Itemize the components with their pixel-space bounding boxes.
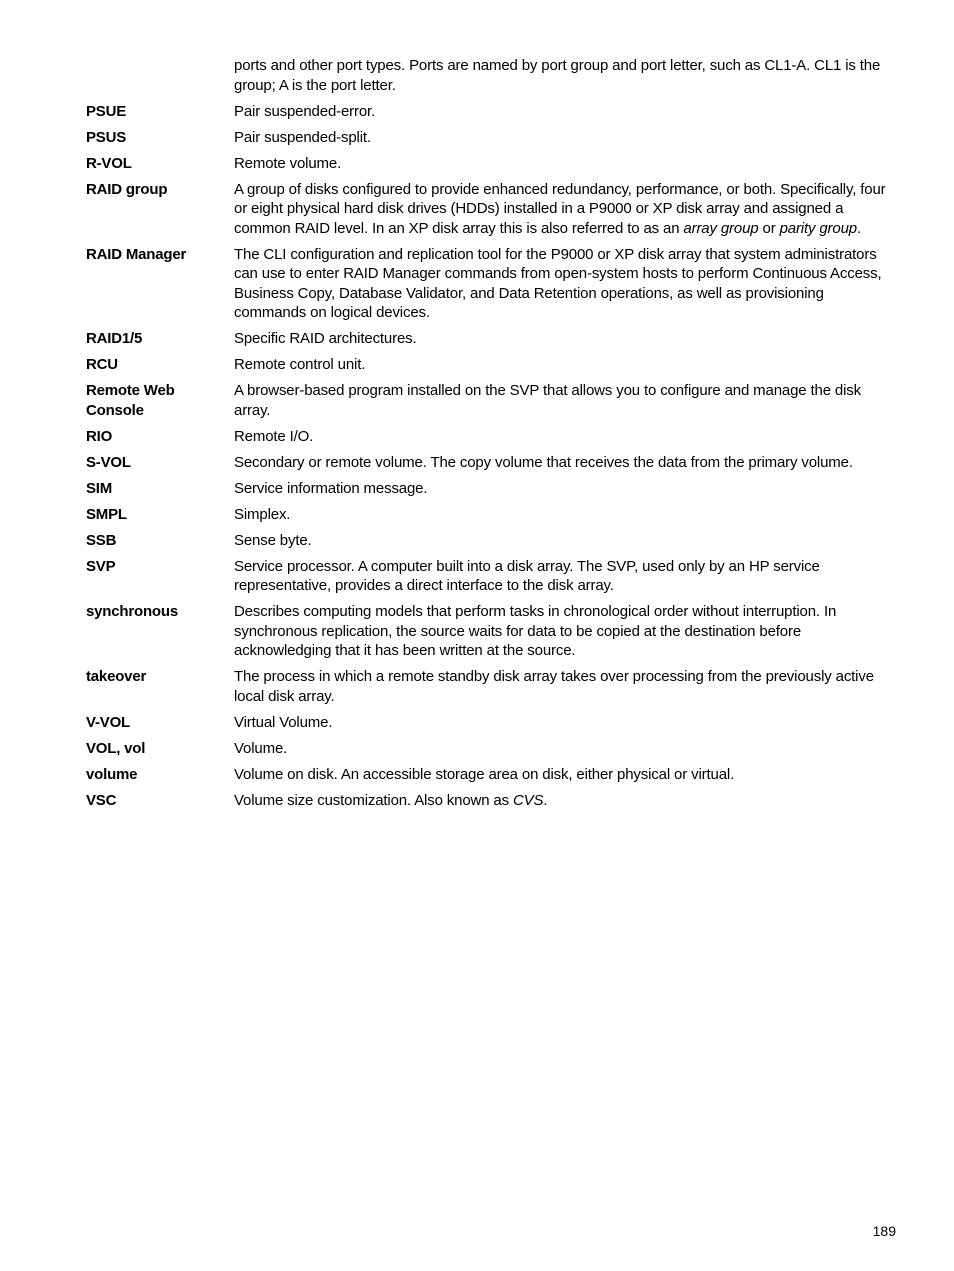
glossary-term: RAID group bbox=[86, 180, 168, 198]
definition-text: Volume size customization. Also known as bbox=[234, 791, 513, 809]
glossary-term: SVP bbox=[86, 557, 116, 575]
glossary-term: Remote Web Console bbox=[86, 382, 175, 419]
glossary-continuation bbox=[86, 56, 898, 95]
definition-text: or bbox=[758, 219, 780, 237]
glossary-entry bbox=[86, 427, 898, 447]
definition-text: Volume. bbox=[234, 739, 288, 757]
glossary-entry bbox=[86, 329, 898, 349]
glossary-term: S-VOL bbox=[86, 453, 131, 471]
definition-text: The CLI configuration and replication tool for the P9000 or XP disk array that system administrators can use to enter RAID Manager commands from open-system hosts to perform Continuous Access, Business Copy, Database Validator, and Data Retention operations, as well as provisioning commands on logical devices. bbox=[234, 245, 882, 321]
glossary-entry bbox=[86, 667, 898, 706]
glossary-entry bbox=[86, 180, 898, 239]
definition-text: Sense byte. bbox=[234, 531, 312, 549]
glossary-definition bbox=[234, 791, 898, 811]
definition-text: Simplex. bbox=[234, 505, 291, 523]
glossary-definition bbox=[234, 154, 898, 174]
glossary-term: RAID Manager bbox=[86, 245, 187, 263]
glossary-entry bbox=[86, 245, 898, 323]
definition-italic-text: array group bbox=[683, 219, 759, 237]
glossary-entry bbox=[86, 102, 898, 122]
glossary-entry bbox=[86, 713, 898, 733]
glossary-definition bbox=[234, 355, 898, 375]
glossary-term: SIM bbox=[86, 479, 113, 497]
glossary-term: SSB bbox=[86, 531, 117, 549]
definition-text: Service processor. A computer built into a disk array. The SVP, used only by an HP service representative, provides a direct interface to the disk array. bbox=[234, 557, 820, 594]
definition-text: Specific RAID architectures. bbox=[234, 330, 417, 347]
glossary-term: RCU bbox=[86, 356, 118, 373]
definition-text: . bbox=[543, 791, 548, 809]
glossary-definition bbox=[234, 245, 898, 323]
definition-text: Volume on disk. An accessible storage area on disk, either physical or virtual. bbox=[234, 765, 735, 783]
glossary-definition bbox=[234, 128, 898, 148]
definition-italic-text: CVS bbox=[513, 791, 544, 809]
glossary-list bbox=[86, 56, 898, 817]
glossary-definition bbox=[234, 381, 898, 420]
glossary-term: volume bbox=[86, 765, 138, 783]
definition-text: Pair suspended-error. bbox=[234, 102, 376, 120]
definition-text: A browser-based program installed on the SVP that allows you to configure and manage the disk array. bbox=[234, 382, 861, 419]
glossary-term: PSUS bbox=[86, 128, 127, 146]
glossary-term: R-VOL bbox=[86, 154, 132, 172]
glossary-definition bbox=[234, 102, 898, 122]
glossary-entry bbox=[86, 557, 898, 596]
glossary-entry bbox=[86, 355, 898, 375]
glossary-definition bbox=[234, 180, 898, 239]
glossary-entry bbox=[86, 765, 898, 785]
definition-text: Secondary or remote volume. The copy volume that receives the data from the primary volume. bbox=[234, 453, 853, 471]
glossary-entry bbox=[86, 453, 898, 473]
glossary-entries bbox=[86, 102, 898, 811]
glossary-definition bbox=[234, 739, 898, 759]
definition-text: Remote control unit. bbox=[234, 356, 366, 373]
glossary-entry bbox=[86, 381, 898, 420]
glossary-entry bbox=[86, 791, 898, 811]
glossary-definition bbox=[234, 557, 898, 596]
definition-italic-text: parity group bbox=[779, 219, 857, 237]
definition-text: A group of disks configured to provide enhanced redundancy, performance, or both. Specifically, four or eight physical hard disk drives (HDDs) installed in a P9000 or XP disk array and assigned a common RAID level. In an XP disk array this is also referred to as an bbox=[234, 180, 886, 237]
glossary-definition bbox=[234, 479, 898, 499]
definition-text: . bbox=[856, 219, 862, 237]
definition-text: Remote I/O. bbox=[234, 427, 314, 445]
definition-text: Describes computing models that perform tasks in chronological order without interruption. In synchronous replication, the source waits for data to be copied at the destination before acknowledging that it has been written at the source. bbox=[234, 603, 837, 659]
glossary-term: SMPL bbox=[86, 505, 127, 523]
glossary-definition bbox=[234, 713, 898, 733]
glossary-definition bbox=[234, 329, 898, 349]
glossary-term: RAID1/5 bbox=[86, 330, 143, 347]
glossary-term: VSC bbox=[86, 791, 117, 809]
glossary-term: V-VOL bbox=[86, 713, 131, 731]
glossary-definition bbox=[234, 427, 898, 447]
glossary-entry bbox=[86, 505, 898, 525]
glossary-entry bbox=[86, 602, 898, 661]
glossary-entry bbox=[86, 128, 898, 148]
glossary-continuation-text: ports and other port types. Ports are named by port group and port letter, such as CL1-A. CL1 is the group; A is the port letter. bbox=[234, 57, 881, 94]
glossary-definition bbox=[234, 505, 898, 525]
glossary-term: takeover bbox=[86, 668, 147, 685]
page-number: 189 bbox=[872, 1223, 896, 1239]
glossary-entry bbox=[86, 479, 898, 499]
glossary-definition bbox=[234, 602, 898, 661]
glossary-definition bbox=[234, 667, 898, 706]
definition-text: Pair suspended-split. bbox=[234, 128, 371, 146]
glossary-entry bbox=[86, 531, 898, 551]
glossary-definition bbox=[234, 531, 898, 551]
glossary-term: VOL, vol bbox=[86, 739, 146, 757]
glossary-term: RIO bbox=[86, 427, 113, 445]
definition-text: Service information message. bbox=[234, 479, 428, 497]
definition-text: The process in which a remote standby disk array takes over processing from the previously active local disk array. bbox=[234, 668, 874, 705]
glossary-term: PSUE bbox=[86, 102, 127, 120]
glossary-definition bbox=[234, 765, 898, 785]
definition-text: Remote volume. bbox=[234, 154, 342, 172]
glossary-entry bbox=[86, 739, 898, 759]
glossary-entry bbox=[86, 154, 898, 174]
glossary-definition bbox=[234, 453, 898, 473]
definition-text: Virtual Volume. bbox=[234, 713, 333, 731]
glossary-term: synchronous bbox=[86, 603, 178, 620]
